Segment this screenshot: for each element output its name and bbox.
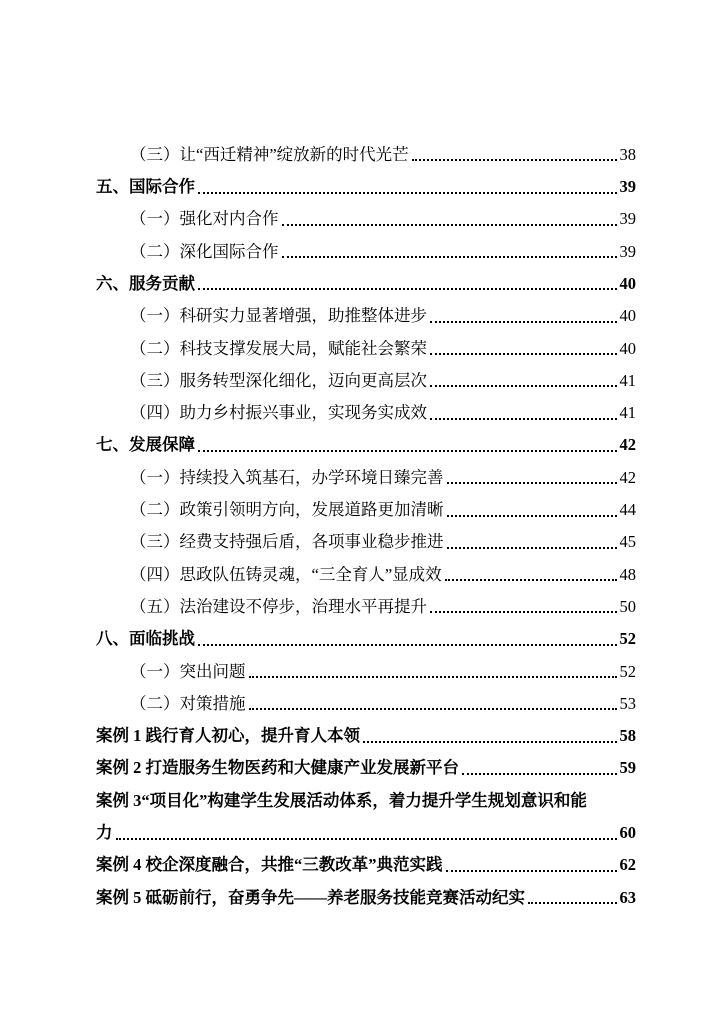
toc-entry-title: 案例 5 砥砺前行，奋勇争先——养老服务技能竞赛活动纪实 [96, 887, 525, 907]
toc-subheading-entry[interactable] [96, 489, 636, 521]
toc-page-number: 53 [619, 693, 636, 713]
toc-page-number: 40 [619, 273, 636, 293]
toc-page-number: 52 [619, 629, 636, 649]
toc-dot-leader [282, 224, 617, 226]
toc-entry-title: （一）持续投入筑基石，办学环境日臻完善 [130, 467, 444, 487]
toc-entry-title: （一）强化对内合作 [130, 209, 279, 229]
table-of-contents [96, 134, 636, 909]
toc-dot-leader [198, 288, 617, 290]
toc-entry-title: （二）深化国际合作 [130, 241, 279, 261]
toc-page-number: 39 [619, 177, 636, 197]
toc-dot-leader [446, 870, 617, 872]
toc-heading-entry[interactable] [96, 166, 636, 198]
toc-dot-leader [528, 902, 617, 904]
toc-entry-title: （一）科研实力显著增强，助推整体进步 [130, 306, 427, 326]
toc-entry-title: 五、国际合作 [96, 177, 195, 197]
toc-dot-leader [412, 159, 617, 161]
toc-entry-title: 七、发展保障 [96, 435, 195, 455]
toc-heading-entry[interactable] [96, 812, 636, 844]
toc-page-number: 45 [619, 532, 636, 552]
toc-subheading-entry[interactable] [96, 554, 636, 586]
toc-dot-leader [445, 579, 617, 581]
toc-entry-title: （三）经费支持强后盾，各项事业稳步推进 [130, 532, 444, 552]
toc-entry-title: （三）让“西迁精神”绽放新的时代光芒 [130, 144, 409, 164]
toc-dot-leader [249, 676, 617, 678]
toc-dot-leader [430, 385, 617, 387]
toc-page-number: 42 [619, 467, 636, 487]
toc-page-number: 42 [619, 435, 636, 455]
toc-subheading-entry[interactable] [96, 199, 636, 231]
toc-entry-title: （二）科技支撑发展大局，赋能社会繁荣 [130, 338, 427, 358]
toc-page-number: 44 [619, 500, 636, 520]
toc-entry-title: （四）助力乡村振兴事业，实现务实成效 [130, 403, 427, 423]
toc-page-number: 60 [619, 823, 636, 843]
toc-page-number: 50 [619, 596, 636, 616]
toc-dot-leader [462, 773, 617, 775]
toc-heading-entry[interactable] [96, 748, 636, 780]
toc-subheading-entry[interactable] [96, 522, 636, 554]
toc-heading-entry[interactable] [96, 715, 636, 747]
toc-page-number: 62 [619, 855, 636, 875]
toc-dot-leader [198, 192, 617, 194]
toc-heading-entry[interactable] [96, 618, 636, 650]
toc-subheading-entry[interactable] [96, 231, 636, 263]
toc-subheading-entry[interactable] [96, 328, 636, 360]
toc-subheading-entry[interactable] [96, 392, 636, 424]
toc-heading-entry[interactable] [96, 845, 636, 877]
toc-page-number: 40 [619, 306, 636, 326]
toc-entry-title: （二）政策引领明方向，发展道路更加清晰 [130, 500, 444, 520]
toc-heading-entry[interactable] [96, 425, 636, 457]
toc-page-number: 48 [619, 564, 636, 584]
toc-entry-title: （四）思政队伍铸灵魂，“三全育人”显成效 [130, 564, 442, 584]
toc-heading-entry[interactable] [96, 877, 636, 909]
toc-subheading-entry[interactable] [96, 651, 636, 683]
toc-entry-title: （三）服务转型深化细化，迈向更高层次 [130, 370, 427, 390]
toc-subheading-entry[interactable] [96, 134, 636, 166]
toc-dot-leader [282, 256, 617, 258]
toc-entry-title: 案例 1 践行育人初心，提升育人本领 [96, 726, 360, 746]
toc-entry-title: 八、面临挑战 [96, 629, 195, 649]
toc-entry-title: 案例 4 校企深度融合，共推“三教改革”典范实践 [96, 855, 443, 875]
toc-subheading-entry[interactable] [96, 360, 636, 392]
toc-subheading-entry[interactable] [96, 683, 636, 715]
toc-dot-leader [430, 353, 617, 355]
toc-page-number: 59 [619, 758, 636, 778]
toc-dot-leader [430, 321, 617, 323]
toc-heading-entry[interactable] [96, 780, 636, 812]
toc-entry-title: 力 [96, 823, 113, 843]
toc-page-number: 52 [619, 661, 636, 681]
toc-page-number: 41 [619, 403, 636, 423]
toc-page-number: 40 [619, 338, 636, 358]
toc-dot-leader [198, 644, 617, 646]
toc-dot-leader [198, 450, 617, 452]
toc-dot-leader [447, 482, 617, 484]
toc-dot-leader [430, 611, 617, 613]
toc-page-number: 39 [619, 209, 636, 229]
toc-page-number: 41 [619, 370, 636, 390]
toc-page-number: 38 [619, 144, 636, 164]
toc-subheading-entry[interactable] [96, 586, 636, 618]
toc-entry-title: 六、服务贡献 [96, 273, 195, 293]
toc-dot-leader [116, 838, 617, 840]
toc-dot-leader [447, 547, 617, 549]
toc-entry-title: 案例 3“项目化”构建学生发展活动体系，着力提升学生规划意识和能 [96, 790, 587, 810]
toc-page-number: 58 [619, 726, 636, 746]
toc-dot-leader [447, 515, 617, 517]
toc-entry-title: （一）突出问题 [130, 661, 246, 681]
toc-dot-leader [363, 741, 617, 743]
toc-subheading-entry[interactable] [96, 457, 636, 489]
toc-page-number: 39 [619, 241, 636, 261]
toc-entry-title: （五）法治建设不停步，治理水平再提升 [130, 596, 427, 616]
toc-page-number: 63 [619, 887, 636, 907]
toc-subheading-entry[interactable] [96, 295, 636, 327]
toc-dot-leader [249, 708, 617, 710]
toc-entry-title: （二）对策措施 [130, 693, 246, 713]
toc-heading-entry[interactable] [96, 263, 636, 295]
toc-dot-leader [430, 418, 617, 420]
toc-entry-title: 案例 2 打造服务生物医药和大健康产业发展新平台 [96, 758, 459, 778]
